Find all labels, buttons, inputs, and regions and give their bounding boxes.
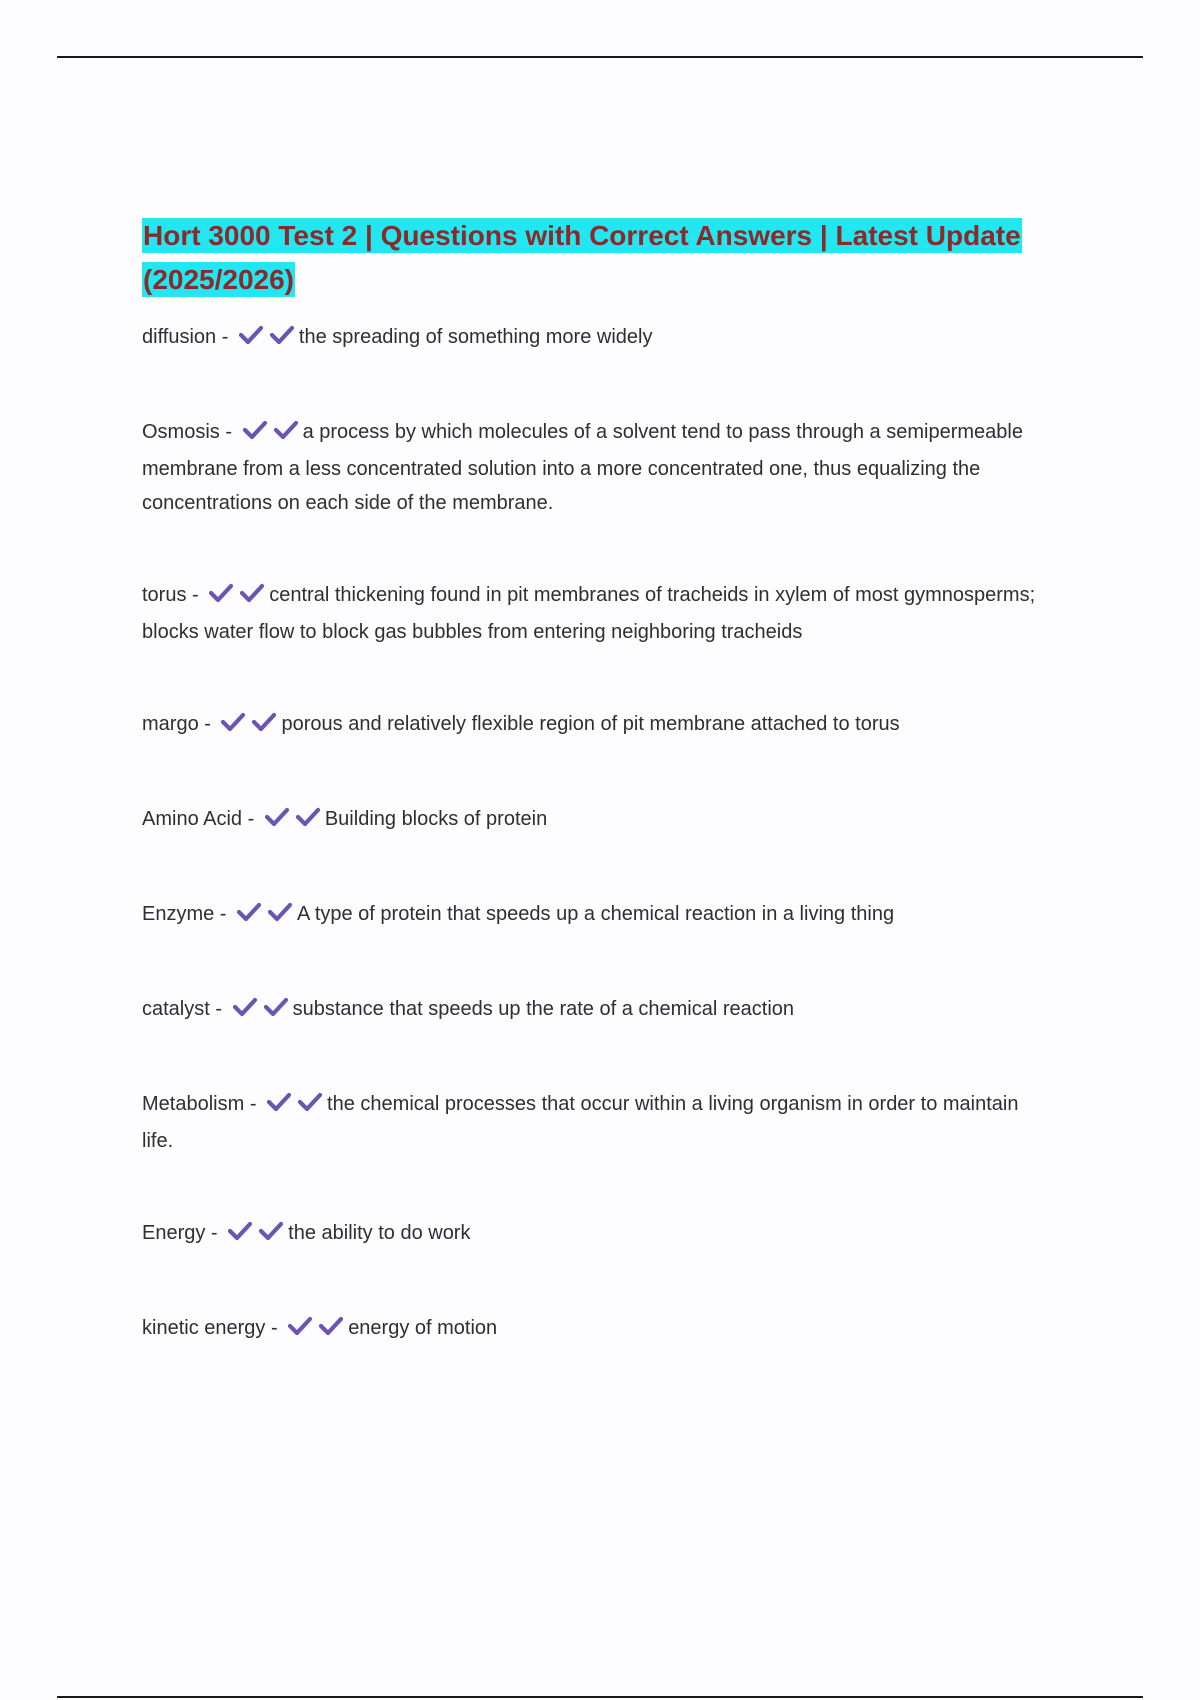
- entry-term: margo: [142, 713, 199, 735]
- bottom-rule: [57, 1696, 1143, 1698]
- definition-entry: [142, 802, 1042, 839]
- entry-definition: a process by which molecules of a solvent tend to pass through a semipermeable membrane from a less concentrated solution into a more concentrated one, thus equalizing the concentrations on each side of the membrane.: [142, 421, 1023, 514]
- document-title: [142, 214, 1042, 302]
- checkmark-icon: [208, 582, 234, 604]
- double-check-icons: [238, 323, 297, 357]
- definition-entry: [142, 320, 1042, 357]
- definition-entry: [142, 707, 1042, 744]
- checkmark-icon: [266, 1091, 292, 1113]
- entry-separator: -: [216, 326, 234, 348]
- double-check-icons: [287, 1314, 346, 1348]
- double-check-icons: [232, 995, 291, 1029]
- entry-separator: -: [244, 1093, 263, 1115]
- entry-term: Osmosis: [142, 421, 220, 443]
- entry-separator: -: [198, 713, 217, 735]
- entry-definition: Building blocks of protein: [324, 808, 548, 830]
- entry-definition: the chemical processes that occur within a living organism in order to maintain life.: [142, 1093, 1019, 1152]
- entry-term: Enzyme: [142, 903, 215, 925]
- definition-entry: [142, 992, 1042, 1029]
- entry-separator: -: [219, 421, 238, 443]
- checkmark-icon: [318, 1315, 344, 1337]
- double-check-icons: [227, 1219, 286, 1253]
- double-check-icons: [242, 418, 301, 452]
- double-check-icons: [220, 710, 279, 744]
- checkmark-icon: [258, 1220, 284, 1242]
- checkmark-icon: [251, 711, 277, 733]
- checkmark-icon: [220, 711, 246, 733]
- checkmark-icon: [297, 1091, 323, 1113]
- entry-term: torus: [142, 584, 187, 606]
- definition-entry: [142, 1216, 1042, 1253]
- checkmark-icon: [238, 324, 264, 346]
- checkmark-icon: [264, 806, 290, 828]
- definition-entry: [142, 1087, 1042, 1158]
- entry-term: Metabolism: [142, 1093, 245, 1115]
- double-check-icons: [266, 1090, 325, 1124]
- checkmark-icon: [267, 901, 293, 923]
- definition-entry: [142, 897, 1042, 934]
- double-check-icons: [236, 900, 295, 934]
- entry-term: catalyst: [142, 998, 210, 1020]
- entry-definition: the spreading of something more widely: [298, 326, 653, 348]
- entry-term: diffusion: [142, 326, 217, 348]
- definition-entry: [142, 578, 1042, 649]
- checkmark-icon: [287, 1315, 313, 1337]
- definition-entry: [142, 1311, 1042, 1348]
- definition-entry: [142, 415, 1042, 520]
- entry-definition: substance that speeds up the rate of a chemical reaction: [292, 998, 795, 1020]
- entry-definition: energy of motion: [348, 1317, 498, 1339]
- entry-term: Energy: [142, 1222, 206, 1244]
- top-rule: [57, 56, 1143, 58]
- entry-definition: central thickening found in pit membranes of tracheids in xylem of most gymnosperms; blocks water flow to block gas bubbles from entering neighboring tracheids: [142, 584, 1036, 643]
- checkmark-icon: [295, 806, 321, 828]
- checkmark-icon: [242, 419, 268, 441]
- entry-separator: -: [205, 1222, 224, 1244]
- checkmark-icon: [232, 996, 258, 1018]
- entry-term: Amino Acid: [142, 808, 243, 830]
- entry-separator: -: [186, 584, 205, 606]
- double-check-icons: [264, 805, 323, 839]
- entry-term: kinetic energy: [142, 1317, 266, 1339]
- checkmark-icon: [227, 1220, 253, 1242]
- checkmark-icon: [273, 419, 299, 441]
- document-title-text: Hort 3000 Test 2 | Questions with Correct Answers | Latest Update (2025/2026): [143, 220, 1021, 295]
- checkmark-icon: [269, 324, 295, 346]
- entry-separator: -: [214, 903, 233, 925]
- definition-list: [142, 320, 1042, 1348]
- checkmark-icon: [239, 582, 265, 604]
- double-check-icons: [208, 581, 267, 615]
- entry-separator: -: [242, 808, 260, 830]
- checkmark-icon: [263, 996, 289, 1018]
- document-content: [142, 214, 1042, 1348]
- entry-definition: A type of protein that speeds up a chemical reaction in a living thing: [297, 903, 895, 925]
- entry-separator: -: [209, 998, 228, 1020]
- entry-separator: -: [265, 1317, 284, 1339]
- checkmark-icon: [236, 901, 262, 923]
- entry-definition: porous and relatively flexible region of pit membrane attached to torus: [281, 713, 900, 735]
- entry-definition: the ability to do work: [288, 1222, 471, 1244]
